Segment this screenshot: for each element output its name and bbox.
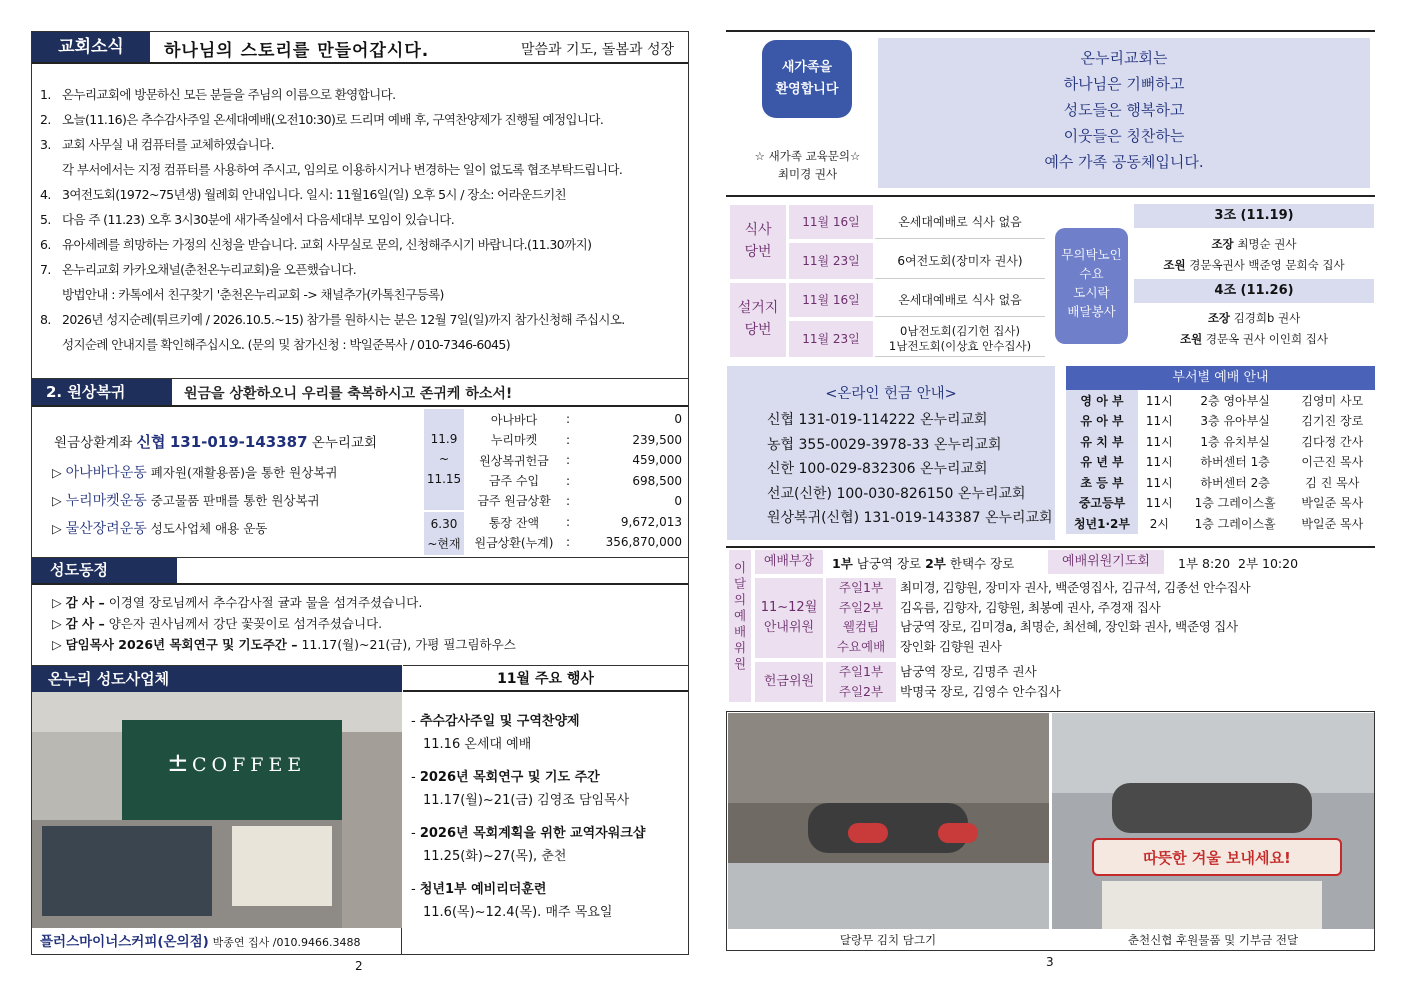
notice-item: 7. 온누리교회 카카오채널(춘천온누리교회)을 오픈했습니다. xyxy=(40,262,357,277)
welcome-badge: 새가족을 환영합니다 xyxy=(762,40,852,118)
events-list xyxy=(411,710,645,924)
period-total: 6.30 ~현재 xyxy=(424,512,464,555)
notice-item: 6. 유아세례를 희망하는 가정의 신청을 받습니다. 교회 사무실로 문의, 신청해주시기 바랍니다.(11.30까지) xyxy=(40,237,592,252)
guide-values: 최미경, 김향원, 장미자 권사, 백준영집사, 김규석, 김종선 안수집사 김옥름, 김향자, 김향원, 최봉예 권사, 주경재 집사 남궁역 장로, 김미경a, 최명순, 최선혜, 장인화 권사, 백준영 집사 장인화 김향원 권사 xyxy=(900,580,1251,654)
news-header xyxy=(32,32,688,64)
newcomer-contact: ☆ 새가족 교육문의☆ 최미경 권사 xyxy=(754,149,861,181)
page-number-right: 3 xyxy=(1046,955,1054,969)
guide-label: 11~12월 안내위원 xyxy=(755,578,823,658)
photo-frame xyxy=(726,711,1375,951)
dept-title: 부서별 예배 안내 xyxy=(1066,366,1375,390)
list-item: ▷ 담임목사 2026년 목회연구 및 기도주간 – 11.17(월)~21(금), 가평 필그림하우스 xyxy=(52,637,516,652)
event-item: - 2026년 목회연구 및 기도 주간 11.17(월)~21(금) 김영조 담임목사 xyxy=(411,770,630,808)
repay-bank: 신협 xyxy=(136,433,166,451)
members-section xyxy=(32,557,688,665)
repay-account: 원금상환계좌 신협 131-019-143387 온누리교회 xyxy=(54,433,378,451)
event-item: - 2026년 목회계획을 위한 교역자워크샵 11.25(화)~27(목), 춘천 xyxy=(411,826,646,864)
notice-item: 3. 교회 사무실 내 컴퓨터를 교체하였습니다. xyxy=(40,137,274,152)
table-row: 유 치 부 11시 1층 유치부실 김다정 간사 xyxy=(1066,431,1375,452)
business-contact: 박종연 집사 /010.9466.3488 xyxy=(212,936,361,949)
members-tag: 성도동정 xyxy=(32,558,177,583)
business-footer xyxy=(32,928,402,956)
notice-item: 5. 다음 주 (11.23) 오후 3시30분에 새가족실에서 다음세대부 모임이 있습니다. xyxy=(40,212,455,227)
cafe-sign: COFFEE xyxy=(192,754,307,776)
table-row: 아나바다 : 0 xyxy=(490,412,682,427)
business-tag: 온누리 성도사업체 xyxy=(32,666,402,692)
notice-item: 각 부서에서는 지정 컴퓨터를 사용하여 주시고, 임의로 이용하시거나 변경하는 일이 없도록 협조부탁드립니다. xyxy=(62,162,623,177)
table-row: 청년1·2부 2시 1층 그레이스홀 박일준 목사 xyxy=(1066,513,1375,534)
list-item: ▷ 감 사 – 이경열 장로님께서 추수감사절 귤과 물을 섬겨주셨습니다. xyxy=(52,595,423,610)
members-list xyxy=(52,592,516,655)
elder-badge: 무의탁노인 수요 도시락 배달봉사 xyxy=(1055,228,1128,344)
offering-title: <온라인 헌금 안내> xyxy=(825,386,957,402)
notice-item: 성지순례 안내지를 확인해주십시오. (문의 및 참가신청 : 박일준목사 / 010-7346-6045) xyxy=(62,337,511,352)
offering-label: 헌금위원 xyxy=(755,662,823,702)
offering-box xyxy=(727,366,1055,540)
notice-item: 2. 오늘(11.16)은 추수감사주일 온세대예배(오전10:30)로 드리며 예배 후, 구역찬양제가 진행될 예정입니다. xyxy=(40,112,604,127)
donation-banner: 따뜻한 겨울 보내세요! xyxy=(1143,849,1291,867)
notice-item: 4. 3여전도회(1972~75년생) 월례회 안내입니다. 일시: 11월16일(일) 오후 5시 / 장소: 어라운드키친 xyxy=(40,187,567,202)
page-number: 2 xyxy=(355,959,363,973)
donation-photo xyxy=(1052,713,1374,929)
period-week: 11.9 ~ 11.15 xyxy=(424,409,464,510)
table-row: 영 아 부 11시 2층 영아부실 김영미 사모 xyxy=(1066,390,1375,411)
offering-values: 남궁역 장로, 김명주 권사 박명국 장로, 김영수 안수집사 xyxy=(900,664,1061,699)
cafe-photo: COFFEE ± xyxy=(32,692,402,928)
kimchi-photo xyxy=(728,713,1049,929)
news-subtitle: 말씀과 기도, 돌봄과 성장 xyxy=(520,42,674,58)
news-tag: 교회소식 xyxy=(32,32,150,62)
donation-caption: 춘천신협 후원물품 및 기부금 전달 xyxy=(1127,933,1299,947)
news-title: 하나님의 스토리를 만들어갑시다. xyxy=(164,41,430,61)
campaign-item: ▷ 물산장려운동 성도사업체 애용 운동 xyxy=(52,521,268,537)
business-section xyxy=(32,665,402,955)
events-section xyxy=(403,665,688,955)
campaign-item: ▷ 아나바다운동 폐자원(재활용품)을 통한 원상복귀 xyxy=(52,465,338,481)
kimchi-caption: 달랑무 김치 담그기 xyxy=(839,933,937,947)
table-row: 원금상환(누계) : 356,870,000 xyxy=(474,535,682,550)
head-label: 예배부장 xyxy=(755,550,823,574)
repay-table xyxy=(424,409,686,555)
table-row: 초 등 부 11시 하버센터 2층 김 진 목사 xyxy=(1066,472,1375,493)
notice-list xyxy=(40,82,685,357)
table-row: 통장 잔액 : 9,672,013 xyxy=(466,512,686,533)
repay-values xyxy=(466,409,686,553)
repay-section xyxy=(32,378,688,556)
campaign-item: ▷ 누리마켓운동 중고물품 판매를 통한 원상복귀 xyxy=(52,493,320,509)
repay-slogan: 원금을 상환하오니 우리를 축복하시고 존귀케 하소서! xyxy=(184,386,513,402)
prayer-label: 예배위원기도회 xyxy=(1048,550,1164,574)
head-text: 1부 남궁역 장로 2부 한택수 장로 xyxy=(832,556,1015,571)
campaign-list xyxy=(52,459,338,543)
repay-tag: 2. 원상복귀 xyxy=(32,379,172,405)
repay-account-number: 131-019-143387 xyxy=(169,433,308,451)
left-page xyxy=(31,31,689,955)
guide-keys: 주일1부 주일2부 웰컴팀 수요예배 xyxy=(826,578,896,658)
notice-item: 방법안내 : 카톡에서 친구찾기 '춘천온누리교회 -> 채널추가(카톡친구등록) xyxy=(62,287,444,302)
notice-item: 1. 온누리교회에 방문하신 모든 분들을 주님의 이름으로 환영합니다. xyxy=(40,87,396,102)
list-item: ▷ 감 사 – 양은자 권사님께서 강단 꽃꽂이로 섬겨주셨습니다. xyxy=(52,616,383,631)
table-row: 유 아 부 11시 3층 유아부실 김기진 장로 xyxy=(1066,411,1375,432)
committee-side: 이 달 의 예 배 위 원 xyxy=(729,550,751,702)
table-row: 원상복귀헌금 : 459,000 xyxy=(479,453,682,468)
offering-keys: 주일1부 주일2부 xyxy=(826,662,896,702)
table-row: 유 년 부 11시 하버센터 1층 이근진 목사 xyxy=(1066,452,1375,473)
prayer-text: 1부 8:20 2부 10:20 xyxy=(1178,556,1299,571)
event-item: - 청년1부 예비리더훈련 11.6(목)~12.4(목). 매주 목요일 xyxy=(411,882,613,920)
table-row: 누리마켓 : 239,500 xyxy=(490,432,682,448)
vision-box: 온누리교회는 하나님은 기뻐하고 성도들은 행복하고 이웃들은 칭찬하는 예수 가족 공동체입니다. xyxy=(878,38,1370,188)
dish-label: 설거지 당번 xyxy=(730,283,786,357)
event-item: - 추수감사주일 및 구역찬양제 11.16 온세대 예배 xyxy=(411,714,580,752)
table-row: 금주 원금상환 : 0 xyxy=(477,493,682,509)
table-row: 금주 수입 : 698,500 xyxy=(488,473,682,489)
meal-label: 식사 당번 xyxy=(730,205,786,279)
offering-lines: 신협 131-019-114222 온누리교회 농협 355-0029-3978-33 온누리교회 신한 100-029-832306 온누리교회 선교(신한) 100-030-826150 온누리교회 원상복귀(신협) 131-019-143387 온누리교회 xyxy=(767,412,1053,526)
business-name: 플러스마이너스커피(온의점) xyxy=(40,934,209,950)
notice-item: 8. 2026년 성지순례(튀르키예 / 2026.10.5.~15) 참가를 원하시는 분은 12월 7일(일)까지 참가신청해 주십시오. xyxy=(40,312,625,327)
table-row: 중고등부 11시 1층 그레이스홀 박일준 목사 xyxy=(1066,493,1375,514)
events-title: 11월 주요 행사 xyxy=(403,666,688,692)
